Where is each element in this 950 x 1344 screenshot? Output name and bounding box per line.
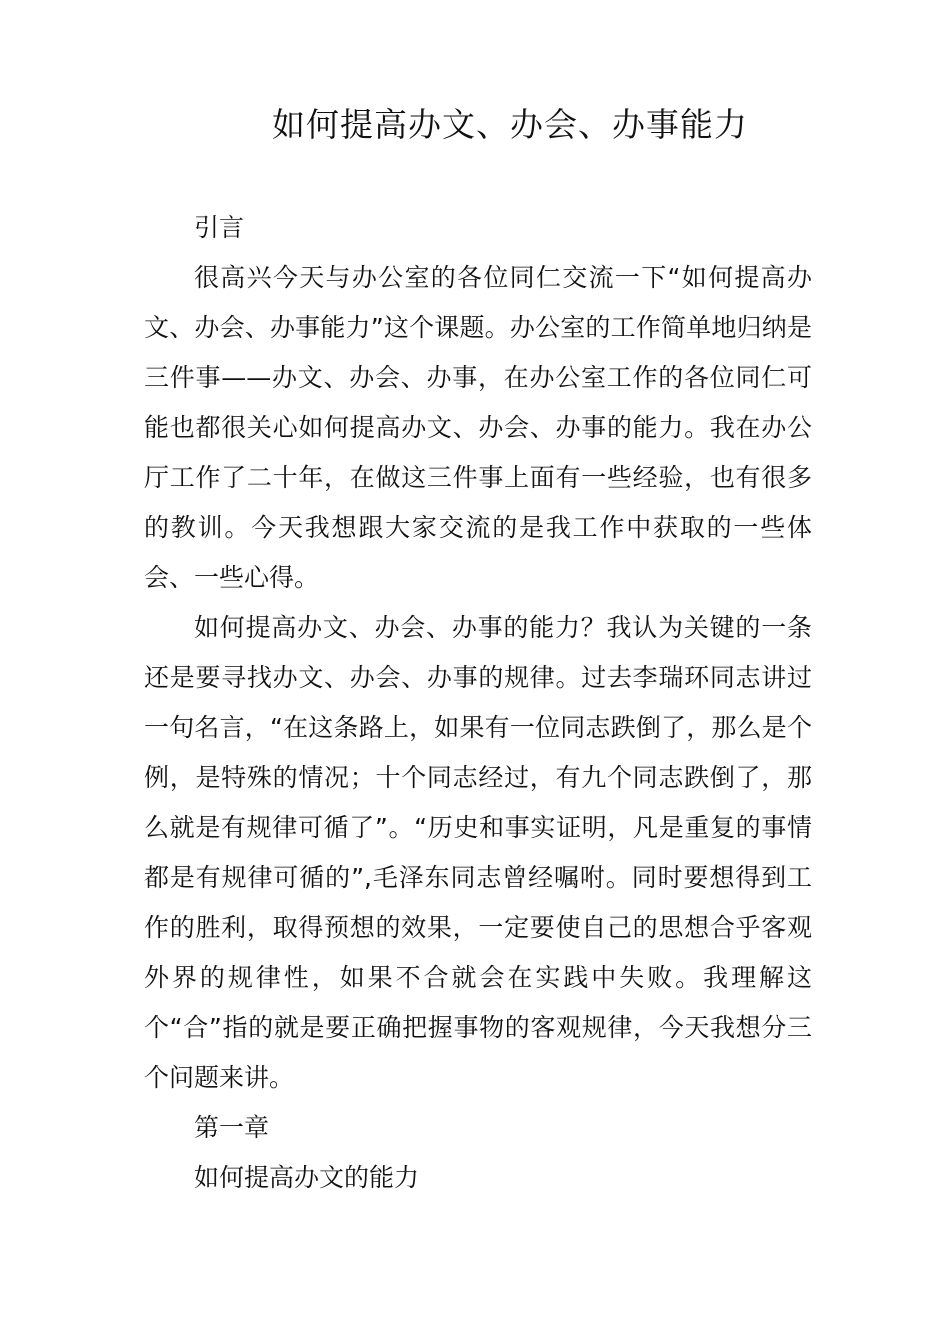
- chapter-heading: 第一章: [194, 1113, 270, 1142]
- body-paragraph: 如何提高办文、办会、办事的能力？我认为关键的一条还是要寻找办文、办会、办事的规律。过去李瑞环同志讲过一句名言，“在这条路上，如果有一位同志跌倒了，那么是个例，是特殊的情况；十个同志经过，有九个同志跌倒了，那么就是有规律可循了”。“历史和事实证明，凡是重复的事情都是有规律可循的”,毛泽东同志曾经嘱咐。同时要想得到工作的胜利，取得预想的效果，一定要使自己的思想合乎客观外界的规律性，如果不合就会在实践中失败。我理解这个“合”指的就是要正确把握事物的客观规律，今天我想分三个问题来讲。: [144, 613, 812, 1092]
- section-heading-intro: 引言: [194, 213, 245, 242]
- chapter-subheading: 如何提高办文的能力: [194, 1163, 420, 1192]
- document-title: 如何提高办文、办会、办事能力: [272, 105, 748, 144]
- document-body: [144, 203, 812, 1203]
- body-paragraph: 很高兴今天与办公室的各位同仁交流一下“如何提高办文、办会、办事能力”这个课题。办公室的工作简单地归纳是三件事——办文、办会、办事，在办公室工作的各位同仁可能也都很关心如何提高办文、办会、办事的能力。我在办公厅工作了二十年，在做这三件事上面有一些经验，也有很多的教训。今天我想跟大家交流的是我工作中获取的一些体会、一些心得。: [144, 263, 812, 592]
